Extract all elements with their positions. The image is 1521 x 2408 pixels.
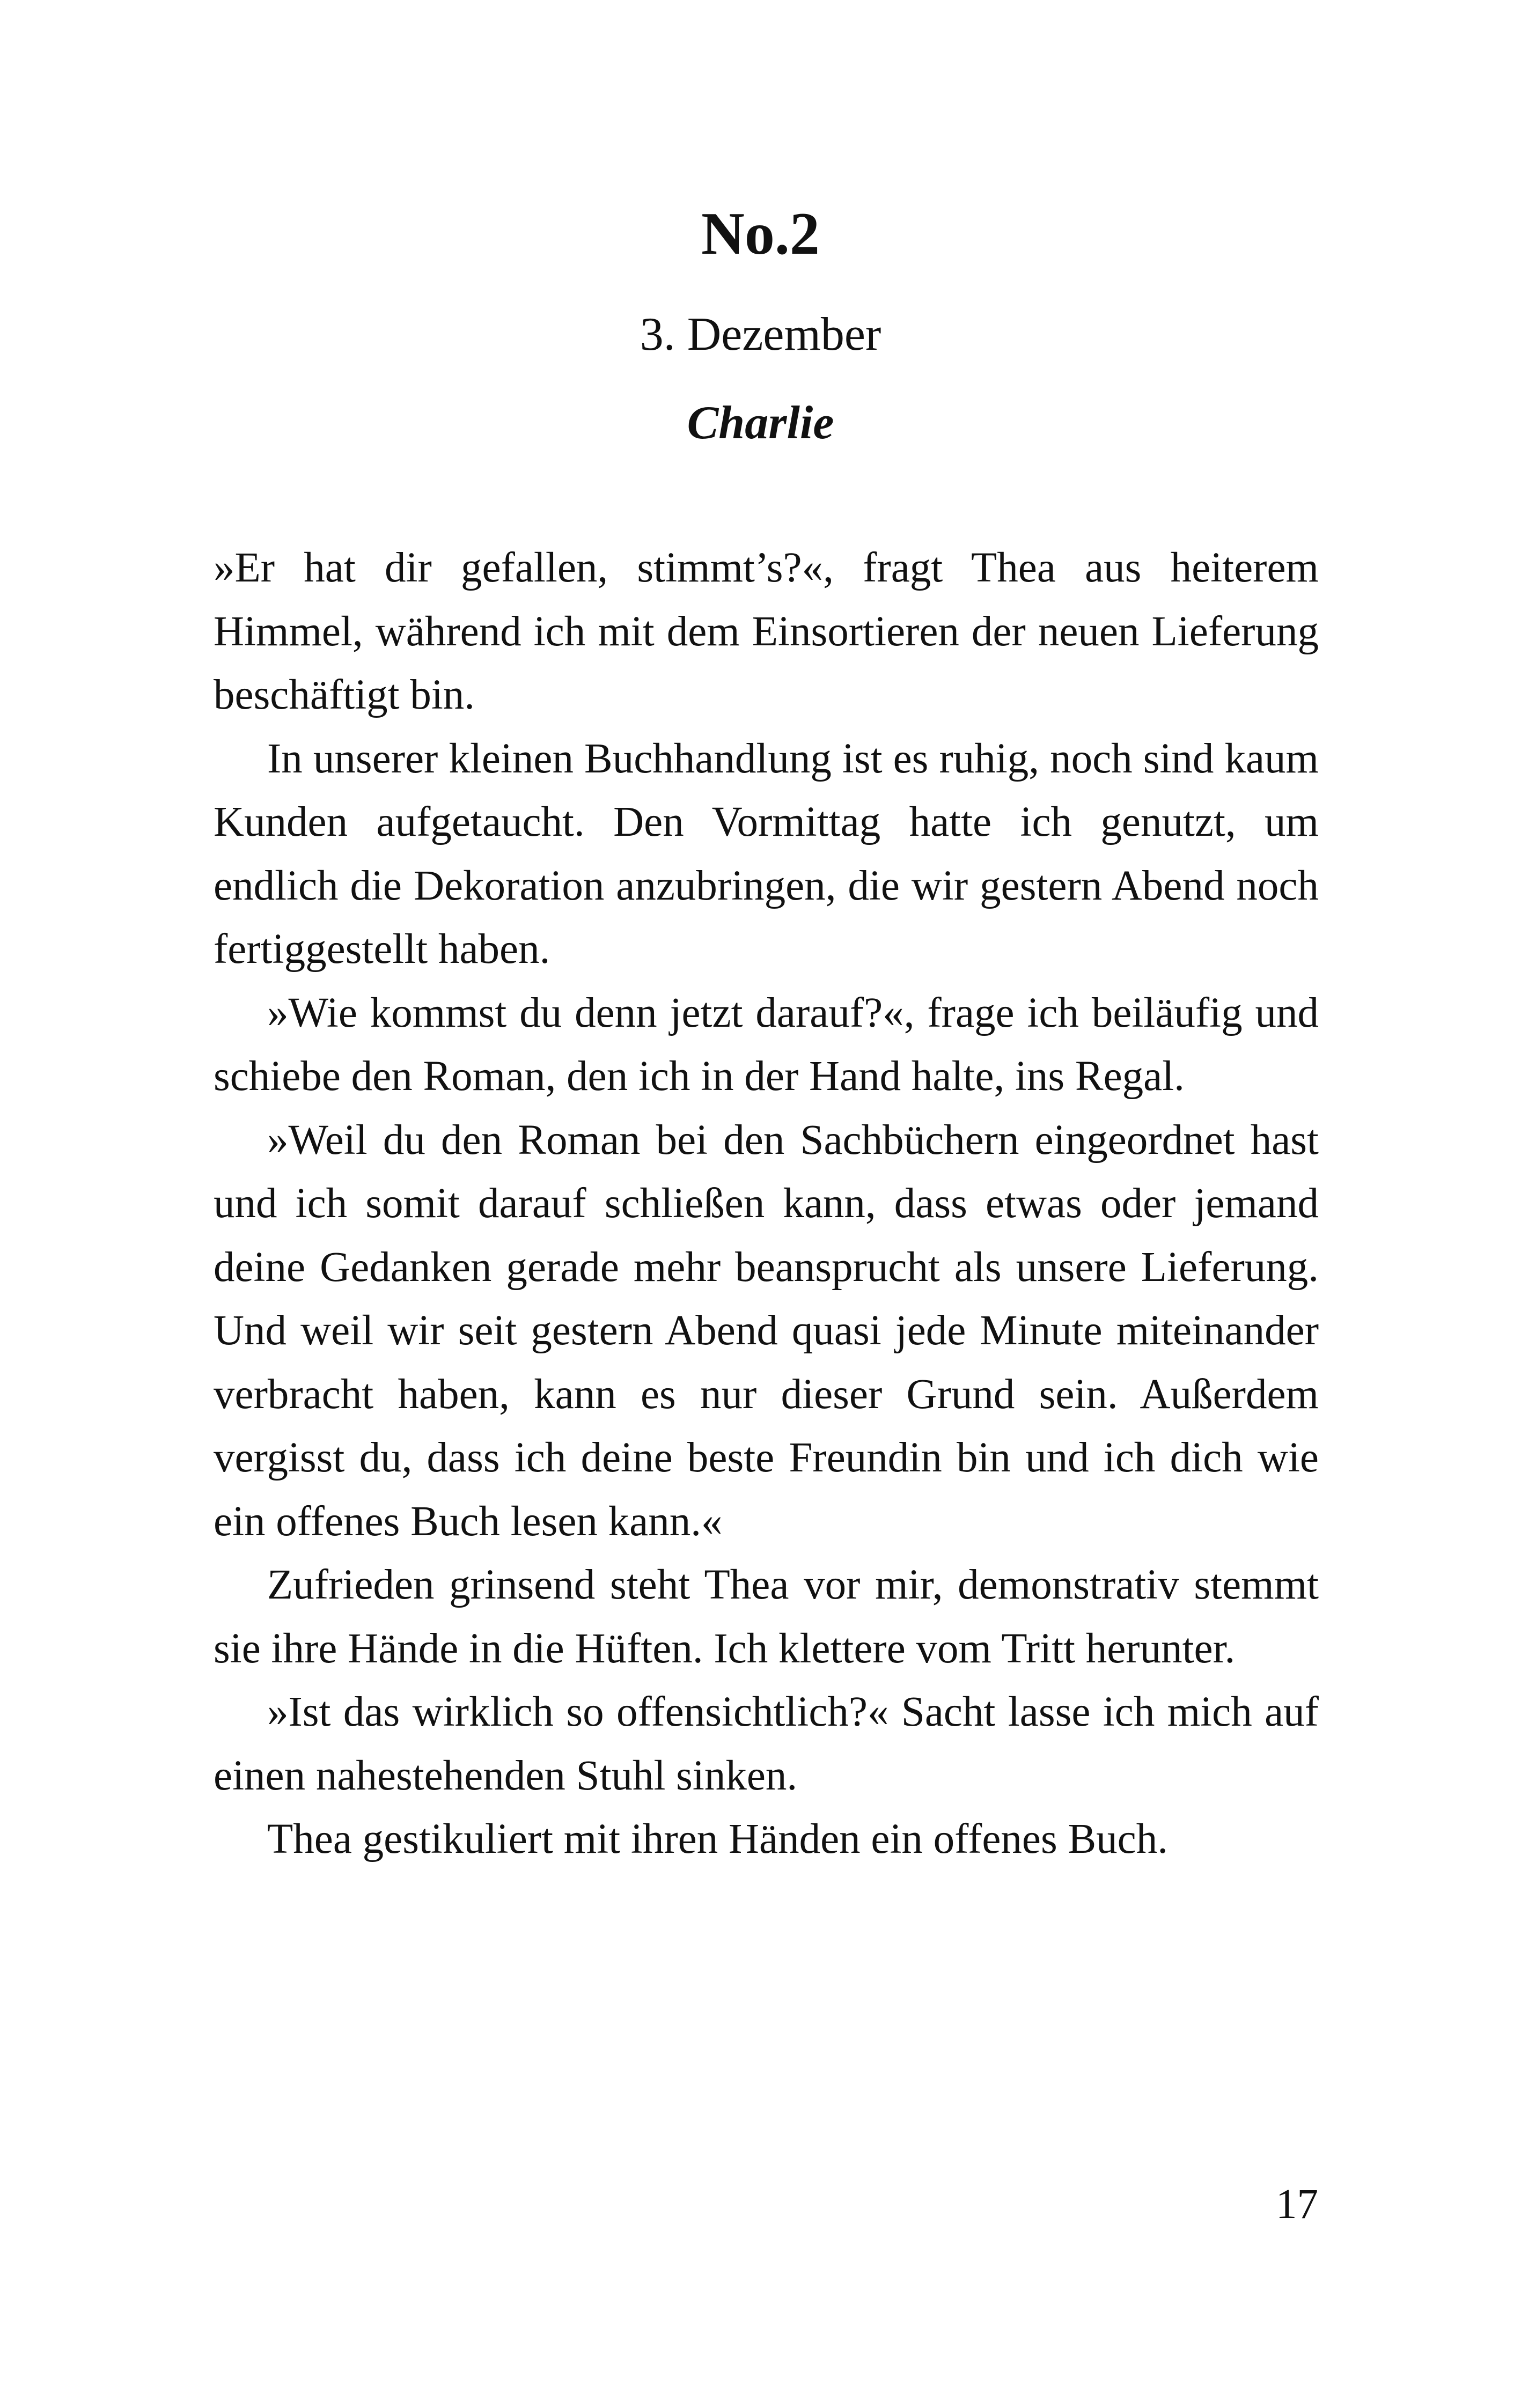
paragraph: »Er hat dir gefallen, stimmt’s?«, fragt Thea aus heiterem Himmel, während ich mit dem Einsortieren der neuen Lieferung beschäftigt bin. — [214, 544, 1319, 718]
page-number: 17 — [1276, 2181, 1318, 2228]
chapter-body — [214, 536, 1319, 1872]
chapter-narrator: Charlie — [687, 397, 834, 449]
paragraph: »Wie kommst du denn jetzt darauf?«, frage ich beiläufig und schiebe den Roman, den ich in der Hand halte, ins Regal. — [214, 989, 1319, 1100]
paragraph: »Weil du den Roman bei den Sachbüchern eingeordnet hast und ich somit darauf schließen kann, dass etwas oder jemand deine Gedanken gerade mehr beansprucht als unsere Lieferung. Und weil wir seit gestern Abend quasi jede Minute miteinander verbracht haben, kann es nur dieser Grund sein. Außerdem vergisst du, dass ich deine beste Freundin bin und ich dich wie ein offenes Buch lesen kann.« — [214, 1116, 1319, 1545]
paragraph: Thea gestikuliert mit ihren Händen ein offenes Buch. — [267, 1816, 1168, 1862]
chapter-date: 3. Dezember — [640, 308, 881, 360]
paragraph: In unserer kleinen Buchhandlung ist es ruhig, noch sind kaum Kunden aufgetaucht. Den Vormittag hatte ich genutzt, um endlich die Dekoration anzubringen, die wir gestern Abend noch fertiggestellt haben. — [214, 735, 1319, 973]
chapter-number: No.2 — [701, 201, 820, 267]
paragraph: »Ist das wirklich so offensichtlich?« Sacht lasse ich mich auf einen nahestehenden Stuhl sinken. — [214, 1689, 1319, 1799]
paragraph: Zufrieden grinsend steht Thea vor mir, demonstrativ stemmt sie ihre Hände in die Hüften. Ich klettere vom Tritt herunter. — [214, 1562, 1319, 1672]
